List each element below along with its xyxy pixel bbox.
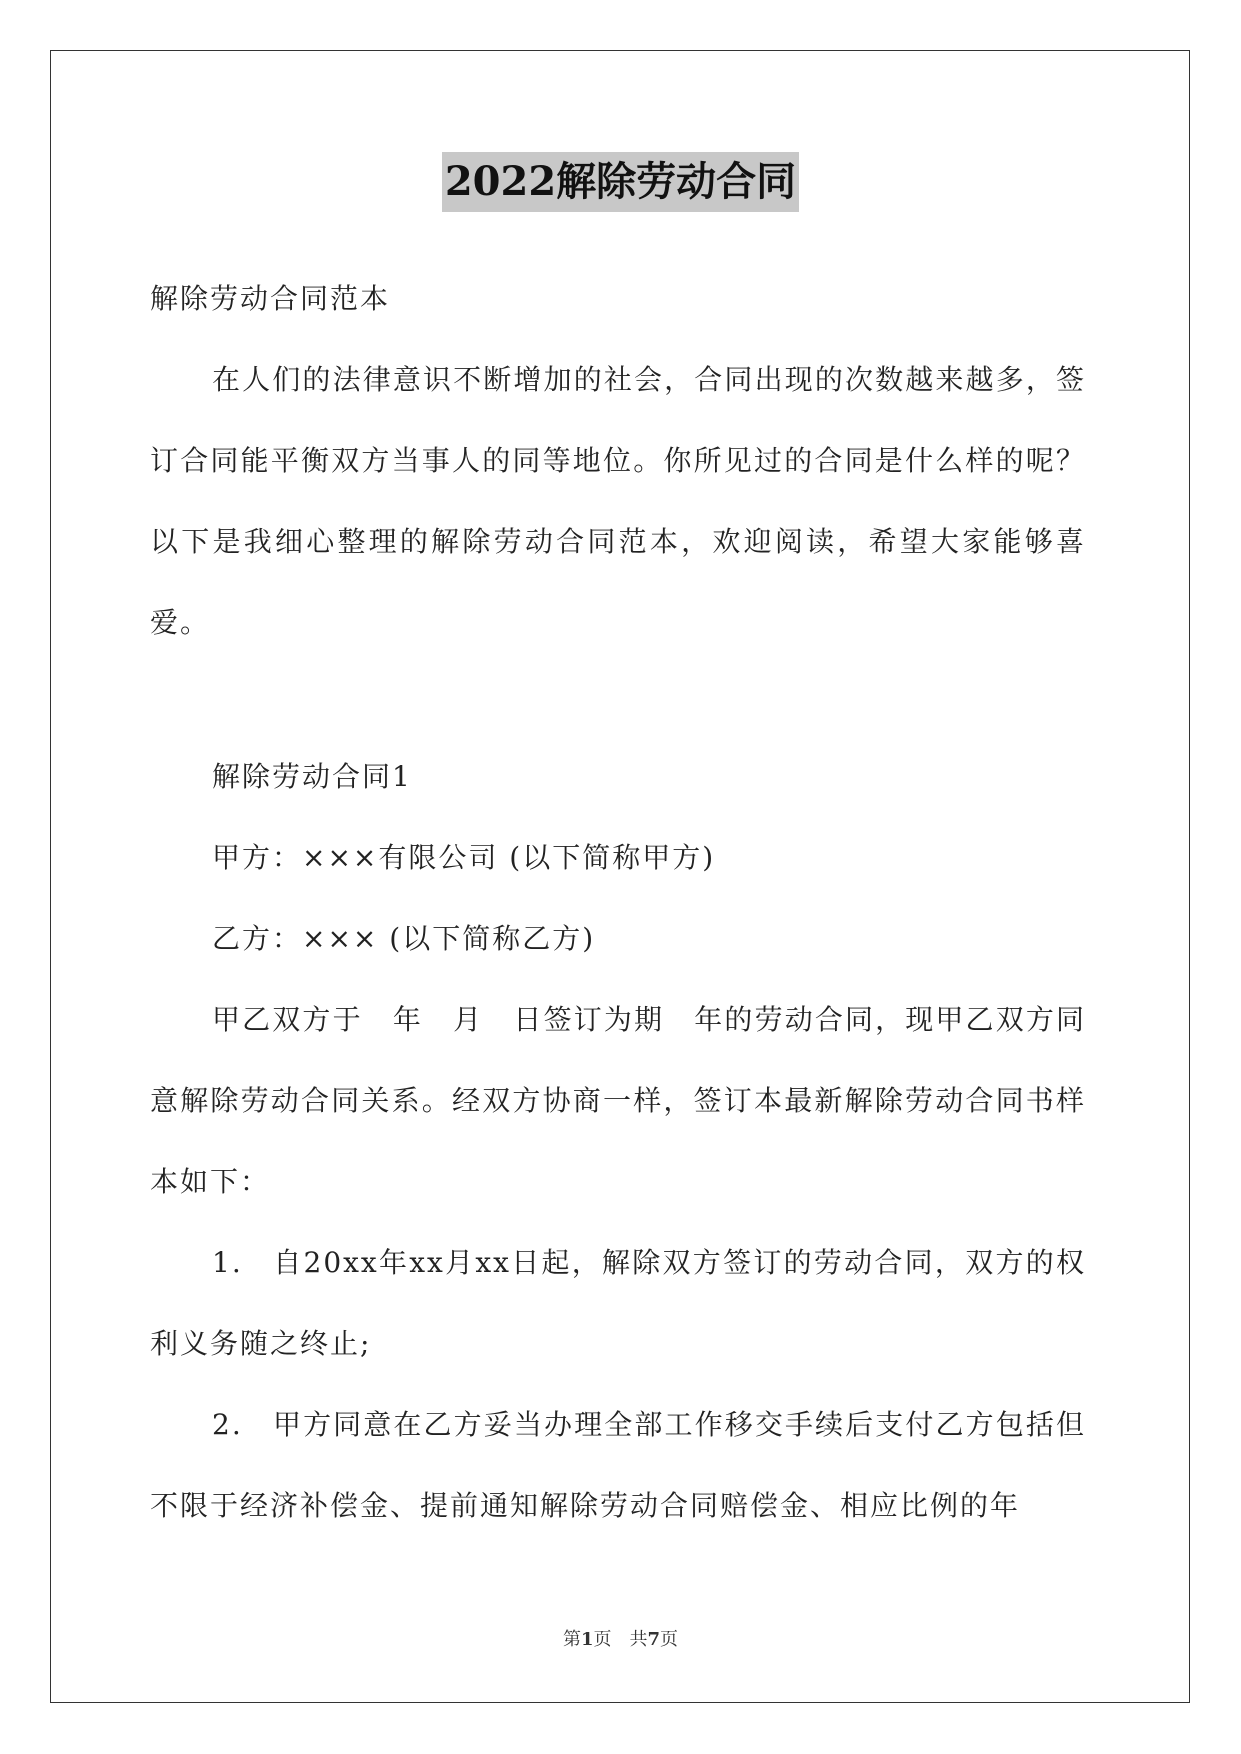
- page-footer: [0, 1625, 1241, 1651]
- page-prefix: 第: [562, 1629, 581, 1650]
- current-page-number: 1: [580, 1629, 594, 1650]
- total-pages-number: 7: [647, 1629, 661, 1650]
- paragraph-agreement: 甲乙双方于 年 月 日签订为期 年的劳动合同，现甲乙双方同意解除劳动合同关系。经双方协商一样，签订本最新解除劳动合同书样本如下：: [150, 1003, 1086, 1198]
- document-body: [150, 258, 1086, 1546]
- document-title: 2022解除劳动合同: [442, 152, 799, 212]
- party-a-line: 甲方：×××有限公司 (以下简称甲方): [212, 841, 716, 874]
- paragraph-subtitle: 解除劳动合同范本: [150, 282, 391, 315]
- section-heading: 解除劳动合同1: [212, 760, 412, 793]
- party-b-line: 乙方：××× (以下简称乙方): [212, 922, 596, 955]
- page-suffix: 页: [660, 1629, 679, 1650]
- paragraph-intro: 在人们的法律意识不断增加的社会，合同出现的次数越来越多，签订合同能平衡双方当事人的同等地位。你所见过的合同是什么样的呢？以下是我细心整理的解除劳动合同范本，欢迎阅读，希望大家能够喜爱。: [150, 363, 1086, 639]
- paragraph-gap: [150, 663, 1086, 736]
- title-area: [0, 152, 1241, 212]
- clause-2: 2. 甲方同意在乙方妥当办理全部工作移交手续后支付乙方包括但不限于经济补偿金、提前通知解除劳动合同赔偿金、相应比例的年: [150, 1408, 1086, 1522]
- clause-1: 1. 自20xx年xx月xx日起，解除双方签订的劳动合同，双方的权利义务随之终止;: [150, 1246, 1086, 1360]
- page-mid: 页 共: [593, 1629, 648, 1650]
